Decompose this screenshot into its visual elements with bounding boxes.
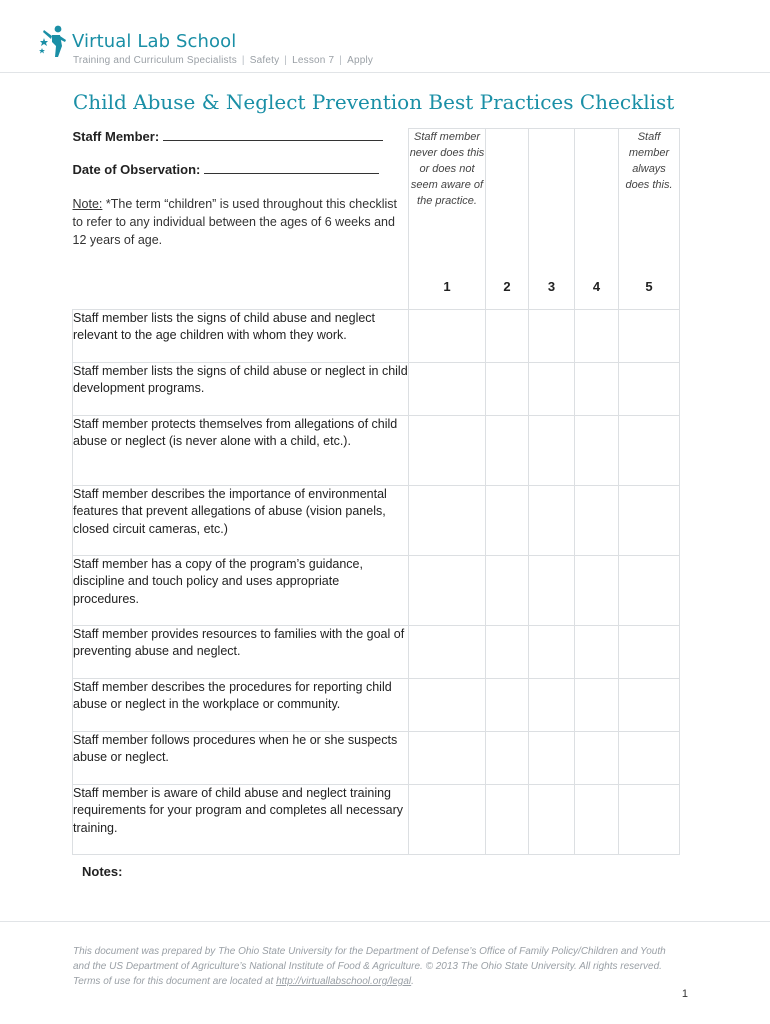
table-row bbox=[73, 309, 680, 362]
table-row bbox=[73, 415, 680, 485]
rating-cell-3[interactable] bbox=[529, 731, 575, 784]
rating-5: 5 bbox=[619, 279, 680, 310]
breadcrumb-item[interactable]: Training and Curriculum Specialists bbox=[73, 55, 237, 66]
rating-cell-5[interactable] bbox=[619, 362, 680, 415]
rating-cell-3[interactable] bbox=[529, 362, 575, 415]
breadcrumb-separator: | bbox=[339, 55, 343, 66]
scale-header-3 bbox=[529, 129, 575, 279]
checklist-item-text: Staff member protects themselves from allegations of child abuse or neglect (is never alone with a child, etc.). bbox=[73, 415, 409, 485]
rating-cell-5[interactable] bbox=[619, 309, 680, 362]
date-label: Date of Observation: bbox=[72, 161, 201, 177]
rating-cell-4[interactable] bbox=[575, 731, 619, 784]
checklist-item-text: Staff member follows procedures when he or she suspects abuse or neglect. bbox=[73, 731, 409, 784]
rating-cell-5[interactable] bbox=[619, 485, 680, 555]
rating-cell-4[interactable] bbox=[575, 415, 619, 485]
rating-cell-5[interactable] bbox=[619, 678, 680, 731]
breadcrumb-item[interactable]: Apply bbox=[347, 55, 374, 66]
date-input-line[interactable] bbox=[204, 172, 379, 174]
table-row bbox=[73, 625, 680, 678]
footer-text: This document was prepared by The Ohio State University for the Department of Defense’s Office of Family Policy/Children and Youth and the US Department of Agriculture’s National Institute of Food & Agriculture. © 2013 The Ohio State University. All rights reserved. Terms of use for this document are located at bbox=[73, 946, 666, 987]
rating-cell-4[interactable] bbox=[575, 555, 619, 625]
rating-cell-4[interactable] bbox=[575, 784, 619, 854]
rating-cell-2[interactable] bbox=[486, 731, 529, 784]
footer-divider bbox=[0, 921, 770, 922]
form-fields bbox=[73, 129, 409, 310]
rating-cell-3[interactable] bbox=[529, 485, 575, 555]
staff-member-field bbox=[73, 129, 409, 144]
table-row bbox=[73, 731, 680, 784]
footer-end: . bbox=[411, 976, 414, 987]
rating-cell-3[interactable] bbox=[529, 678, 575, 731]
page-title: Child Abuse & Neglect Prevention Best Practices Checklist bbox=[73, 90, 675, 114]
rating-cell-2[interactable] bbox=[486, 555, 529, 625]
rating-cell-3[interactable] bbox=[529, 555, 575, 625]
table-row bbox=[73, 362, 680, 415]
brand-name: Virtual Lab School bbox=[72, 30, 237, 52]
scale-header-2 bbox=[486, 129, 529, 279]
rating-cell-1[interactable] bbox=[409, 415, 486, 485]
rating-cell-4[interactable] bbox=[575, 485, 619, 555]
footer-disclaimer bbox=[73, 944, 683, 989]
rating-cell-1[interactable] bbox=[409, 784, 486, 854]
logo bbox=[38, 24, 236, 58]
table-row bbox=[73, 784, 680, 854]
checklist-items bbox=[73, 309, 680, 854]
checklist-item-text: Staff member describes the procedures for reporting child abuse or neglect in the workplace or community. bbox=[73, 678, 409, 731]
breadcrumb-item[interactable]: Safety bbox=[249, 55, 280, 66]
note bbox=[73, 195, 409, 249]
rating-cell-5[interactable] bbox=[619, 625, 680, 678]
rating-cell-5[interactable] bbox=[619, 415, 680, 485]
rating-cell-3[interactable] bbox=[529, 415, 575, 485]
breadcrumb-separator: | bbox=[284, 55, 288, 66]
rating-cell-1[interactable] bbox=[409, 731, 486, 784]
breadcrumb-item[interactable]: Lesson 7 bbox=[292, 55, 335, 66]
rating-cell-1[interactable] bbox=[409, 485, 486, 555]
rating-cell-2[interactable] bbox=[486, 678, 529, 731]
rating-cell-3[interactable] bbox=[529, 625, 575, 678]
rating-cell-2[interactable] bbox=[486, 309, 529, 362]
checklist-table bbox=[72, 128, 680, 855]
date-of-observation-field bbox=[73, 162, 409, 177]
checklist-item-text: Staff member lists the signs of child abuse or neglect in child development programs. bbox=[73, 362, 409, 415]
rating-cell-5[interactable] bbox=[619, 784, 680, 854]
rating-cell-1[interactable] bbox=[409, 625, 486, 678]
checklist-item-text: Staff member provides resources to families with the goal of preventing abuse and neglect. bbox=[73, 625, 409, 678]
table-header-row bbox=[73, 129, 680, 279]
rating-cell-2[interactable] bbox=[486, 625, 529, 678]
rating-cell-2[interactable] bbox=[486, 485, 529, 555]
breadcrumb-separator: | bbox=[241, 55, 245, 66]
rating-3: 3 bbox=[529, 279, 575, 310]
rating-cell-2[interactable] bbox=[486, 784, 529, 854]
header-divider bbox=[0, 72, 770, 73]
rating-cell-5[interactable] bbox=[619, 555, 680, 625]
rating-cell-2[interactable] bbox=[486, 362, 529, 415]
rating-4: 4 bbox=[575, 279, 619, 310]
rating-cell-5[interactable] bbox=[619, 731, 680, 784]
legal-link[interactable]: http://virtuallabschool.org/legal bbox=[276, 976, 412, 987]
rating-cell-1[interactable] bbox=[409, 555, 486, 625]
rating-2: 2 bbox=[486, 279, 529, 310]
rating-cell-3[interactable] bbox=[529, 784, 575, 854]
table-row bbox=[73, 485, 680, 555]
rating-cell-2[interactable] bbox=[486, 415, 529, 485]
notes-label: Notes: bbox=[82, 864, 123, 879]
rating-1: 1 bbox=[409, 279, 486, 310]
breadcrumb bbox=[73, 55, 373, 66]
scale-header-4 bbox=[575, 129, 619, 279]
note-label: Note: bbox=[72, 196, 103, 211]
checklist-item-text: Staff member lists the signs of child abuse and neglect relevant to the age children with whom they work. bbox=[73, 309, 409, 362]
scale-high-description: Staff member always does this. bbox=[619, 129, 680, 279]
rating-cell-1[interactable] bbox=[409, 309, 486, 362]
note-text: *The term “children” is used throughout this checklist to refer to any individual between the ages of 6 weeks and 12 years of age. bbox=[72, 196, 397, 247]
table-row bbox=[73, 678, 680, 731]
table-row bbox=[73, 555, 680, 625]
rating-cell-4[interactable] bbox=[575, 625, 619, 678]
rating-cell-1[interactable] bbox=[409, 678, 486, 731]
rating-cell-1[interactable] bbox=[409, 362, 486, 415]
rating-cell-4[interactable] bbox=[575, 309, 619, 362]
checklist-item-text: Staff member describes the importance of environmental features that prevent allegations of abuse (vision panels, closed circuit cameras, etc.) bbox=[73, 485, 409, 555]
staff-member-label: Staff Member: bbox=[72, 128, 160, 144]
staff-member-input-line[interactable] bbox=[163, 139, 383, 141]
figure-with-stars-icon bbox=[38, 24, 68, 58]
checklist-item-text: Staff member has a copy of the program’s guidance, discipline and touch policy and uses appropriate procedures. bbox=[73, 555, 409, 625]
page-number: 1 bbox=[681, 988, 688, 1000]
rating-cell-3[interactable] bbox=[529, 309, 575, 362]
rating-cell-4[interactable] bbox=[575, 678, 619, 731]
checklist-item-text: Staff member is aware of child abuse and neglect training requirements for your program and completes all necessary training. bbox=[73, 784, 409, 854]
rating-cell-4[interactable] bbox=[575, 362, 619, 415]
scale-low-description: Staff member never does this or does not seem aware of the practice. bbox=[409, 129, 486, 279]
